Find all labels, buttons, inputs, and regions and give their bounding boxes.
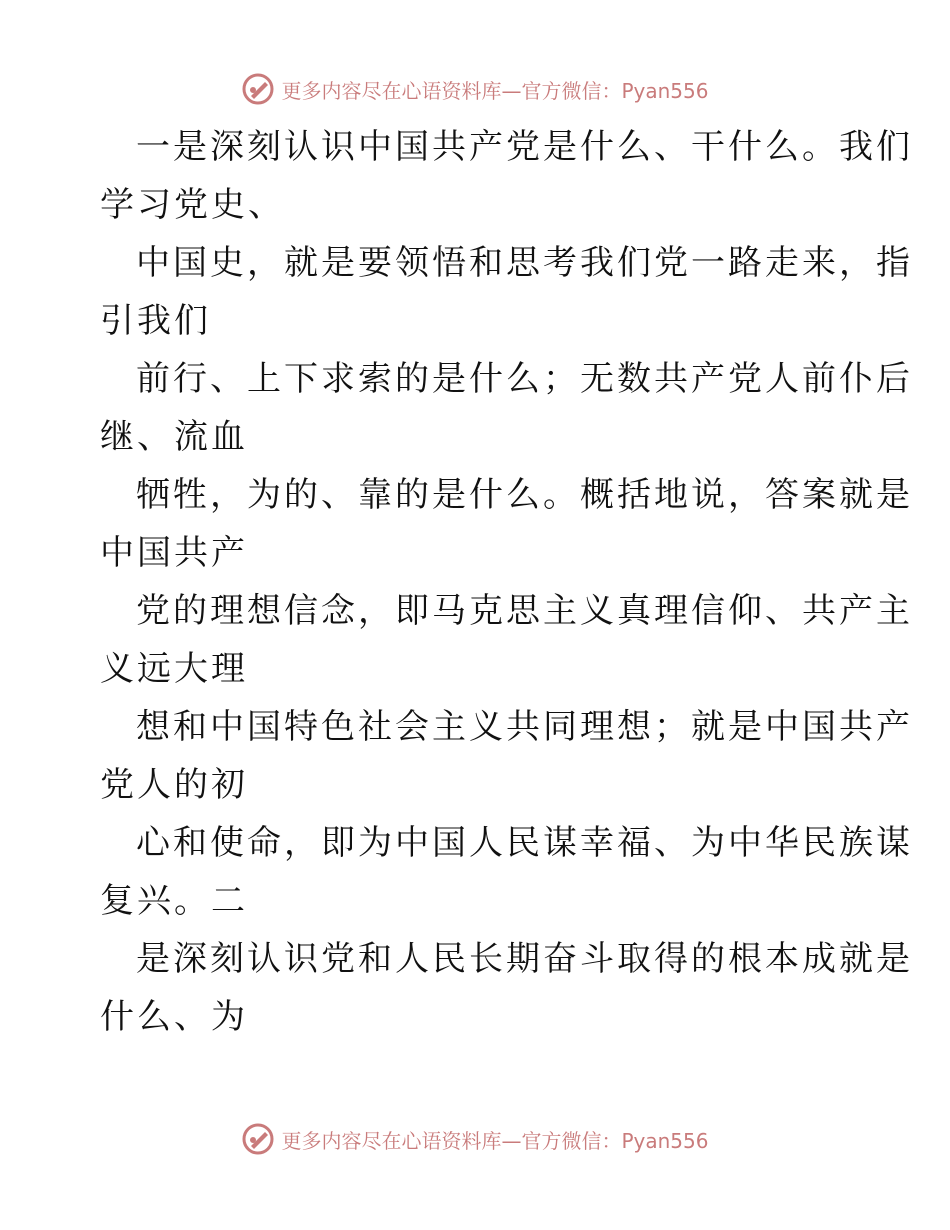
paragraph-line: 中国史，就是要领悟和思考我们党一路走来，指 <box>136 243 913 283</box>
paragraph-line: 引我们 <box>100 301 211 341</box>
pen-logo-icon <box>241 1122 275 1156</box>
paragraph-line: 义远大理 <box>100 649 248 689</box>
paragraph-line: 一是深刻认识中国共产党是什么、干什么。我们 <box>136 127 913 167</box>
paragraph-line: 想和中国特色社会主义共同理想；就是中国共产 <box>136 707 913 747</box>
paragraph-line: 复兴。二 <box>100 881 248 921</box>
paragraph-line: 党人的初 <box>100 765 248 805</box>
paragraph-line: 学习党史、 <box>100 185 285 225</box>
paragraph-line: 党的理想信念，即马克思主义真理信仰、共产主 <box>136 591 913 631</box>
header-watermark <box>0 72 950 106</box>
paragraph-line: 前行、上下求索的是什么；无数共产党人前仆后 <box>136 359 913 399</box>
paragraph-line: 牺牲，为的、靠的是什么。概括地说，答案就是 <box>136 475 913 515</box>
paragraph-line: 是深刻认识党和人民长期奋斗取得的根本成就是 <box>136 939 913 979</box>
pen-logo-icon <box>241 72 275 106</box>
paragraph-line: 心和使命，即为中国人民谋幸福、为中华民族谋 <box>136 823 913 863</box>
document-body <box>100 118 913 1046</box>
paragraph-line: 继、流血 <box>100 417 248 457</box>
watermark-text: 更多内容尽在心语资料库—官方微信：Pyan556 <box>281 78 709 103</box>
paragraph-line: 中国共产 <box>100 533 248 573</box>
paragraph-line: 什么、为 <box>100 997 248 1037</box>
footer-watermark <box>0 1122 950 1156</box>
watermark-text: 更多内容尽在心语资料库—官方微信：Pyan556 <box>281 1128 709 1153</box>
